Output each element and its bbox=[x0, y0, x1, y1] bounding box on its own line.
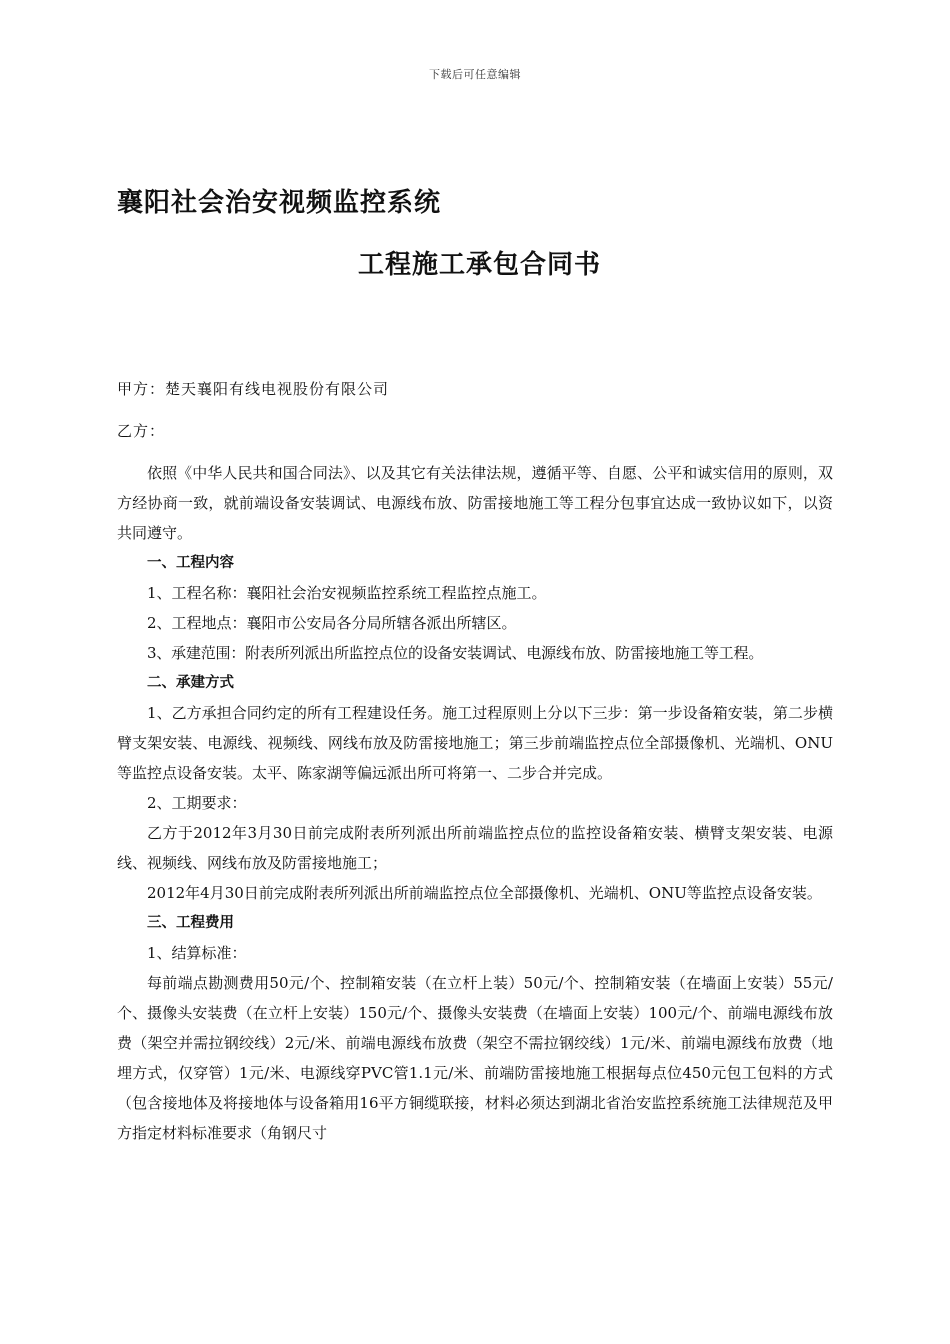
section-heading-1: 一、工程内容 bbox=[147, 555, 234, 571]
section-heading-3: 三、工程费用 bbox=[147, 915, 234, 931]
section2-item2-paragraph1: 乙方于2012年3月30日前完成附表所列派出所前端监控点位的监控设备箱安装、横臂支架安装、电源线、视频线、网线布放及防雷接地施工； bbox=[117, 824, 833, 872]
header-watermark: 下载后可任意编辑 bbox=[429, 68, 521, 81]
section2-item2: 2、工期要求： bbox=[147, 794, 247, 812]
document-title-line1: 襄阳社会治安视频监控系统 bbox=[117, 188, 442, 218]
section-heading-2: 二、承建方式 bbox=[147, 675, 234, 691]
section1-item2: 2、工程地点：襄阳市公安局各分局所辖各派出所辖区。 bbox=[147, 614, 517, 632]
contract-body bbox=[117, 458, 833, 1148]
section3-item1-paragraph1: 每前端点勘测费用50元/个、控制箱安装（在立杆上装）50元/个、控制箱安装（在墙面上安装）55元/个、摄像头安装费（在立杆上安装）150元/个、摄像头安装费（在墙面上安装）100元/个、前端电源线布放费（架空并需拉钢绞线）2元/米、前端电源线布放费（架空不需拉钢绞线）1元/米、前端电源线布放费（地埋方式，仅穿管）1元/米、电源线穿PVC管1.1元/米、前端防雷接地施工根据每点位450元包工包料的方式（包含接地体及将接地体与设备箱用16平方铜缆联接，材料必须达到湖北省治安监控系统施工法律规范及甲方指定材料标准要求（角钢尺寸 bbox=[117, 974, 833, 1142]
section1-item1: 1、工程名称：襄阳社会治安视频监控系统工程监控点施工。 bbox=[147, 584, 547, 602]
section1-item3: 3、承建范围：附表所列派出所监控点位的设备安装调试、电源线布放、防雷接地施工等工程。 bbox=[147, 644, 764, 662]
preamble-paragraph: 依照《中华人民共和国合同法》、以及其它有关法律法规，遵循平等、自愿、公平和诚实信用的原则，双方经协商一致，就前端设备安装调试、电源线布放、防雷接地施工等工程分包事宜达成一致协议如下，以资共同遵守。 bbox=[117, 464, 833, 542]
party-b-line: 乙方： bbox=[117, 422, 166, 440]
section2-item2-paragraph2: 2012年4月30日前完成附表所列派出所前端监控点位全部摄像机、光端机、ONU等监控点设备安装。 bbox=[147, 884, 822, 902]
document-title-line2: 工程施工承包合同书 bbox=[358, 250, 602, 280]
section2-item1: 1、乙方承担合同约定的所有工程建设任务。施工过程原则上分以下三步：第一步设备箱安装，第二步横臂支架安装、电源线、视频线、网线布放及防雷接地施工；第三步前端监控点位全部摄像机、光端机、ONU等监控点设备安装。太平、陈家湖等偏远派出所可将第一、二步合并完成。 bbox=[117, 704, 833, 782]
section3-item1: 1、结算标准： bbox=[147, 944, 247, 962]
party-a-line: 甲方：楚天襄阳有线电视股份有限公司 bbox=[117, 380, 390, 398]
